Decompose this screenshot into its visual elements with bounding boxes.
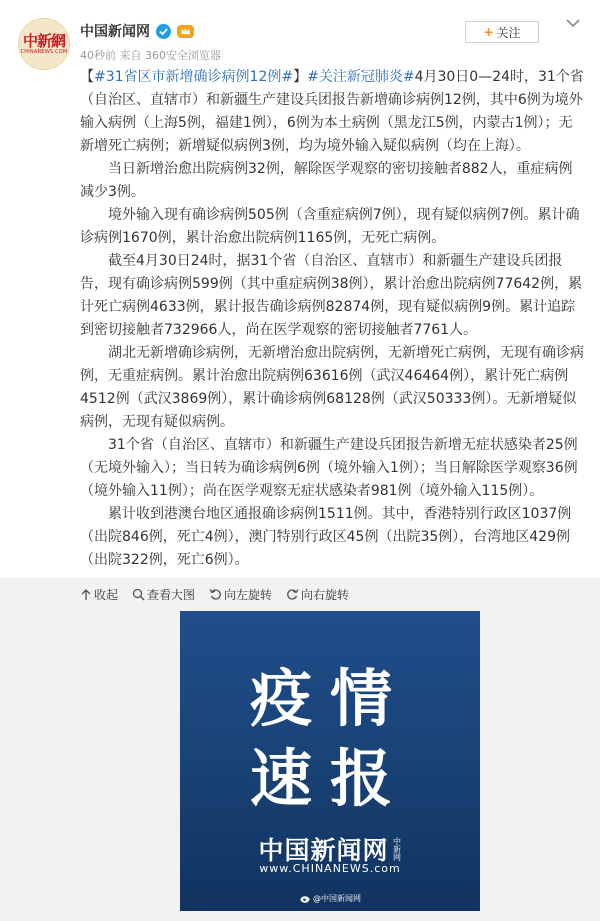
- avatar-logo-text: 中新網: [22, 31, 65, 50]
- post-content: [80, 66, 585, 572]
- post-paragraph: 湖北无新增确诊病例，无新增治愈出院病例，无新增死亡病例，无现有确诊病例，无重症病例。累计治愈出院病例63616例（武汉46464例），累计死亡病例4512例（武汉3869例），累计确诊病例68128例（武汉50333例）。无新增疑似病例，无现有疑似病例。: [80, 345, 584, 430]
- collapse-icon: [80, 588, 92, 601]
- plus-icon: +: [483, 25, 494, 39]
- post-paragraph: 累计收到港澳台地区通报确诊病例1511例。其中，香港特别行政区1037例（出院846例，死亡4例），澳门特别行政区45例（出院35例），台湾地区429例（出院322例，死亡6例）。: [80, 506, 572, 568]
- follow-button[interactable]: [465, 21, 539, 43]
- post-paragraph: 当日新增治愈出院病例32例，解除医学观察的密切接触者882人，重症病例减少3例。: [80, 161, 573, 200]
- watermark-text: @中国新闻网: [313, 894, 361, 903]
- rotate-left-button[interactable]: [209, 586, 272, 603]
- poster-brand-sub: 中新网: [392, 837, 402, 861]
- topic-link[interactable]: #关注新冠肺炎#: [307, 69, 415, 85]
- image-toolbar: [80, 586, 349, 603]
- rotate-left-icon: [209, 588, 222, 601]
- post-meta: 40秒前 来自 360安全浏览器: [80, 49, 221, 62]
- rotate-right-button[interactable]: [286, 586, 349, 603]
- weibo-watermark: [300, 893, 361, 904]
- paragraph-text: 4月30日0—24时，31个省（自治区、直辖市）和新疆生产建设兵团报告新增确诊病例12例，其中6例为境外输入病例（上海5例，福建1例），6例为本土病例（黑龙江5例，内蒙古1例）；无新增死亡病例；新增疑似病例3例，均为境外输入疑似病例（均在上海）。: [80, 69, 584, 154]
- verified-icon: [156, 24, 171, 39]
- magnifier-icon: [132, 588, 145, 601]
- chevron-down-icon[interactable]: [566, 18, 580, 28]
- avatar-logo-subtext: CHINANEWS.COM: [20, 48, 68, 55]
- poster-brand: 中国新闻网: [258, 836, 389, 865]
- post-image[interactable]: [180, 611, 480, 911]
- weibo-icon: [300, 895, 310, 903]
- poster-title-line1: 疫情: [249, 662, 410, 735]
- view-large-button[interactable]: [132, 586, 195, 603]
- topic-link[interactable]: #31省区市新增确诊病例12例#: [94, 69, 294, 85]
- follow-label: 关注: [496, 25, 521, 40]
- post-paragraph: 【#31省区市新增确诊病例12例#】#关注新冠肺炎#4月30日0—24时，31个省（自治区、直辖市）和新疆生产建设兵团报告新增确诊病例12例，其中6例为境外输入病例（上海5例，福建1例），6例为本土病例（黑龙江5例，内蒙古1例）；无新增死亡病例；新增疑似病例3例，均为境外输入疑似病例（均在上海）。: [80, 69, 584, 154]
- post-paragraph: 截至4月30日24时，据31个省（自治区、直辖市）和新疆生产建设兵团报告，现有确诊病例599例（其中重症病例38例），累计治愈出院病例77642例，累计死亡病例4633例，累计报告确诊病例82874例，现有疑似病例9例。累计追踪到密切接触者732966人，尚在医学观察的密切接触者7761人。: [80, 253, 583, 338]
- poster-title-line2: 速报: [249, 742, 410, 815]
- post-paragraph: 31个省（自治区、直辖市）和新疆生产建设兵团报告新增无症状感染者25例（无境外输入）；当日转为确诊病例6例（境外输入1例）；当日解除医学观察36例（境外输入11例）；尚在医学观察无症状感染者981例（境外输入115例）。: [80, 437, 578, 499]
- post-paragraph: 境外输入现有确诊病例505例（含重症病例7例），现有疑似病例7例。累计确诊病例1670例，累计治愈出院病例1165例，无死亡病例。: [80, 207, 580, 246]
- poster-url: www.CHINANEWS.com: [259, 862, 401, 875]
- avatar[interactable]: [18, 18, 70, 70]
- collapse-label: 收起: [94, 588, 119, 602]
- post-header: [0, 0, 600, 66]
- view-large-label: 查看大图: [147, 588, 196, 602]
- rotate-right-label: 向右旋转: [301, 588, 350, 602]
- rotate-right-icon: [286, 588, 299, 601]
- collapse-button[interactable]: [80, 586, 118, 603]
- username[interactable]: 中国新闻网: [80, 24, 150, 40]
- member-icon[interactable]: [177, 25, 194, 38]
- rotate-left-label: 向左旋转: [224, 588, 273, 602]
- name-row: [80, 21, 194, 41]
